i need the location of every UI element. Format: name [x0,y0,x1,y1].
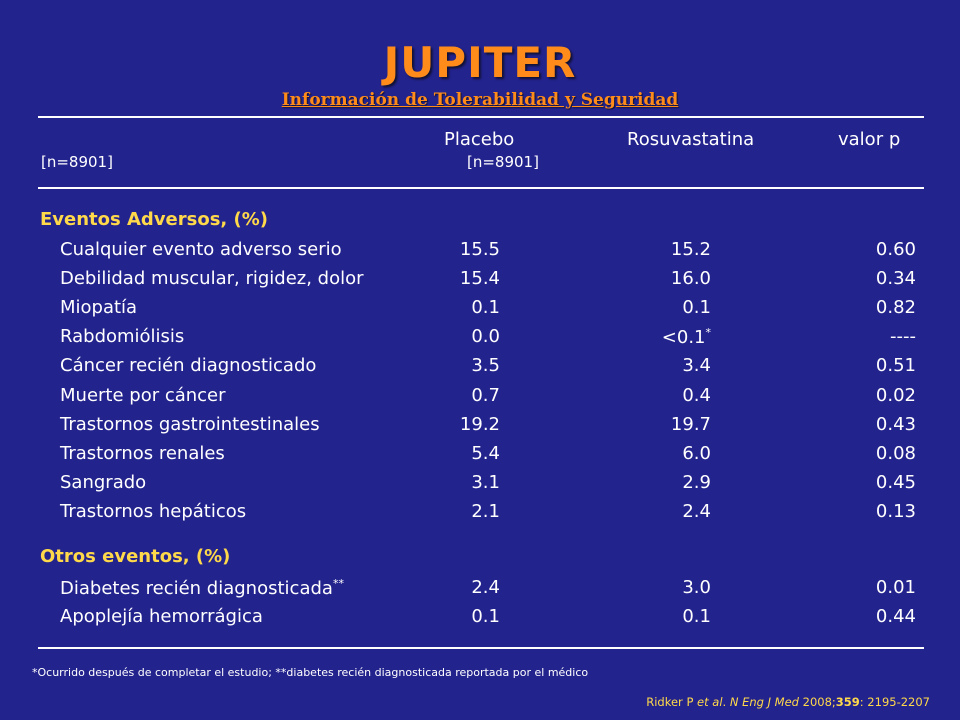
p-value: 0.82 [875,297,916,319]
table-row [0,355,960,384]
rosuvastatina-value-text: 3.4 [682,355,711,377]
row-label [60,239,342,260]
rosuvastatina-value [682,355,711,376]
rosuvastatina-value-text: 2.4 [682,500,711,522]
rosuvastatina-value-text: 0.4 [682,384,711,406]
p-value: 0.02 [875,384,916,406]
citation-journal: N Eng J Med [729,695,799,709]
placebo-value: 3.5 [471,355,500,377]
slide-title: JUPITER [383,38,577,87]
placebo-value: 15.5 [459,239,500,260]
row-label-footnote-mark: ** [332,577,344,590]
table-row [0,414,960,443]
bottom-divider [38,647,924,649]
row-label [60,443,225,464]
p-value: 0.45 [875,471,916,493]
column-header-placebo: Placebo [444,129,515,150]
citation-volume: 359 [835,695,860,709]
placebo-value: 2.4 [471,577,500,598]
citation-authors: Ridker P [646,695,698,709]
rosuvastatina-value [662,326,711,348]
row-label-text: Muerte por cáncer [60,384,226,406]
column-header-pvalue: valor p [838,129,901,150]
rosuvastatina-value-text: 3.0 [682,577,711,598]
rosuvastatina-value [671,239,711,260]
row-label-text: Miopatía [60,297,138,319]
row-label [60,414,320,435]
row-label-text: Rabdomiólisis [60,326,185,348]
placebo-value: 0.7 [471,384,500,406]
table-row [0,472,960,501]
p-value: 0.44 [875,606,916,628]
row-label [60,268,364,289]
row-label-text: Diabetes recién diagnosticada [60,578,333,599]
rosuvastatina-value [682,472,711,493]
placebo-value: 0.0 [471,326,500,348]
row-label [60,606,263,627]
table-row [0,326,960,355]
rosuvastatina-value-text: 0.1 [682,297,711,319]
p-value: 0.01 [875,577,916,598]
rosuvastatina-value [682,577,711,598]
header-divider [38,187,924,189]
placebo-value: 2.1 [471,500,500,522]
rosuvastatina-value [682,501,711,522]
table-row [0,385,960,414]
p-value: 0.08 [875,442,916,464]
citation [646,695,930,709]
placebo-value: 3.1 [471,471,500,493]
placebo-value: 0.1 [471,606,500,628]
placebo-value: 5.4 [471,442,500,464]
citation-etal: et al [697,695,723,709]
rosuvastatina-value-text: 19.7 [670,413,711,435]
n-rosuvastatina: [n=8901] [467,153,539,171]
row-label-text: Trastornos renales [60,442,225,464]
row-label [60,577,344,599]
placebo-value: 19.2 [459,413,500,435]
footnote: *Ocurrido después de completar el estudio; **diabetes recién diagnosticada reportada por el médico [32,666,589,679]
p-value: 0.60 [875,239,916,260]
rosuvastatina-value-text: 0.1 [682,606,711,628]
citation-pages: : 2195-2207 [859,695,930,709]
rosuvastatina-value-text: 6.0 [682,442,711,464]
section-title-adverse-events: Eventos Adversos, (%) [40,209,269,230]
row-label [60,472,146,493]
citation-year: 2008; [798,695,836,709]
rosuvastatina-value [682,606,711,627]
placebo-value: 15.4 [459,268,500,290]
table-row [0,297,960,326]
p-value: 0.34 [875,268,916,290]
row-label-text: Trastornos hepáticos [60,500,247,522]
table-row [0,501,960,530]
table-row [0,268,960,297]
citation-dot: . [722,695,730,709]
table-row [0,577,960,606]
section-title-other-events: Otros eventos, (%) [40,546,231,567]
table-row [0,443,960,472]
row-label [60,326,184,347]
top-divider [38,116,924,118]
n-placebo: [n=8901] [41,153,113,171]
row-label-text: Cualquier evento adverso serio [60,239,342,260]
row-label-text: Cáncer recién diagnosticado [60,355,317,377]
row-label [60,355,316,376]
row-label [60,501,246,522]
row-label [60,297,137,318]
p-value: 0.51 [875,355,916,377]
slide-subtitle: Información de Tolerabilidad y Seguridad [281,90,679,110]
rosuvastatina-value-text: 16.0 [670,268,711,290]
column-header-rosuvastatina: Rosuvastatina [627,129,755,150]
rosuvastatina-value-text: 2.9 [682,471,711,493]
row-label-text: Debilidad muscular, rigidez, dolor [60,268,364,290]
p-value: 0.13 [875,500,916,522]
row-label-text: Apoplejía hemorrágica [60,606,263,628]
rosuvastatina-value [682,385,711,406]
p-value: ---- [890,326,916,348]
row-label-text: Sangrado [60,471,147,493]
p-value: 0.43 [875,413,916,435]
rosuvastatina-value-text: 15.2 [670,239,711,260]
rosuvastatina-footnote-mark: * [705,326,711,340]
rosuvastatina-value [682,443,711,464]
rosuvastatina-value-text: <0.1 [661,327,706,349]
table-row [0,239,960,268]
table-row [0,606,960,635]
rosuvastatina-value [671,414,711,435]
placebo-value: 0.1 [471,297,500,319]
row-label-text: Trastornos gastrointestinales [60,413,320,435]
row-label [60,385,226,406]
rosuvastatina-value [682,297,711,318]
rosuvastatina-value [671,268,711,289]
